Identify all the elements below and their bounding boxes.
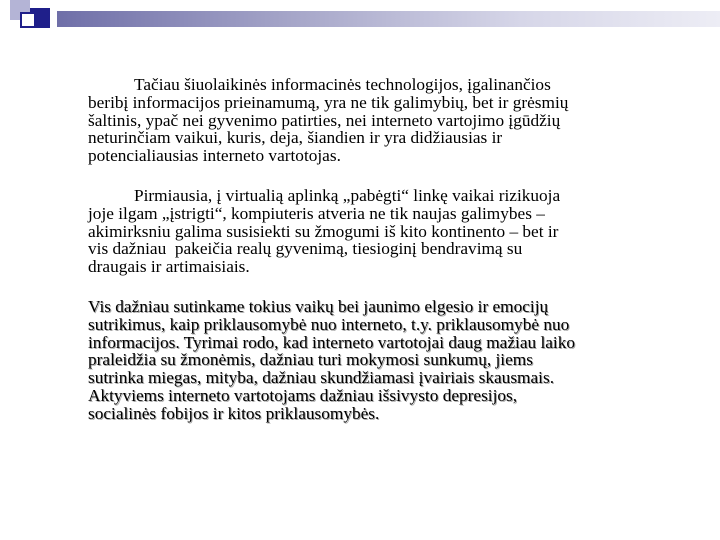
paragraph-3: [88, 298, 668, 423]
text-line: informacijos. Tyrimai rodo, kad interneto vartotojai daug mažiau laiko: [88, 332, 576, 352]
paragraph-2: [88, 187, 668, 276]
slide-body: [88, 76, 668, 423]
text-line: potencialiausias interneto vartotojas.: [88, 146, 341, 166]
text-line: joje ilgam „įstrigti“, kompiuteris atveria ne tik naujas galimybes –: [88, 203, 545, 223]
text-line: Pirmiausia, į virtualią aplinką „pabėgti“ linkę vaikai rizikuoja: [134, 185, 561, 205]
text-line: Vis dažniau sutinkame tokius vaikų bei jaunimo elgesio ir emocijų: [88, 296, 549, 316]
text-line: vis dažniau pakeičia realų gyvenimą, tiesioginį bendravimą su: [88, 239, 523, 259]
text-line: sutrinka miegas, mityba, dažniau skundžiamasi įvairiais skausmais.: [88, 368, 555, 388]
text-line: sutrikimus, kaip priklausomybė nuo interneto, t.y. priklausomybė nuo: [88, 314, 570, 334]
text-line: neturinčiam vaikui, kuris, deja, šiandien ir yra didžiausias ir: [88, 128, 503, 148]
text-line: Aktyviems interneto vartotojams dažniau išsivysto depresijos,: [88, 385, 518, 405]
text-line: šaltinis, ypač nei gyvenimo patirties, nei interneto vartojimo įgūdžių: [88, 110, 561, 130]
text-line: socialinės fobijos ir kitos priklausomybės.: [88, 403, 380, 423]
text-line: akimirksniu galima susisiekti su žmogumi iš kito kontinento – bet ir: [88, 221, 559, 241]
decor-square-outline: [20, 12, 36, 28]
header-decoration: [0, 0, 720, 40]
text-line: draugais ir artimaisiais.: [88, 257, 250, 277]
text-line: Tačiau šiuolaikinės informacinės technologijos, įgalinančios: [134, 75, 551, 94]
paragraph-1: [88, 76, 668, 165]
decor-gradient-bar: [57, 11, 720, 27]
text-line: praleidžia su žmonėmis, dažniau turi mokymosi sunkumų, jiems: [88, 350, 533, 370]
text-line: beribį informacijos prieinamumą, yra ne tik galimybių, bet ir grėsmių: [88, 92, 569, 112]
